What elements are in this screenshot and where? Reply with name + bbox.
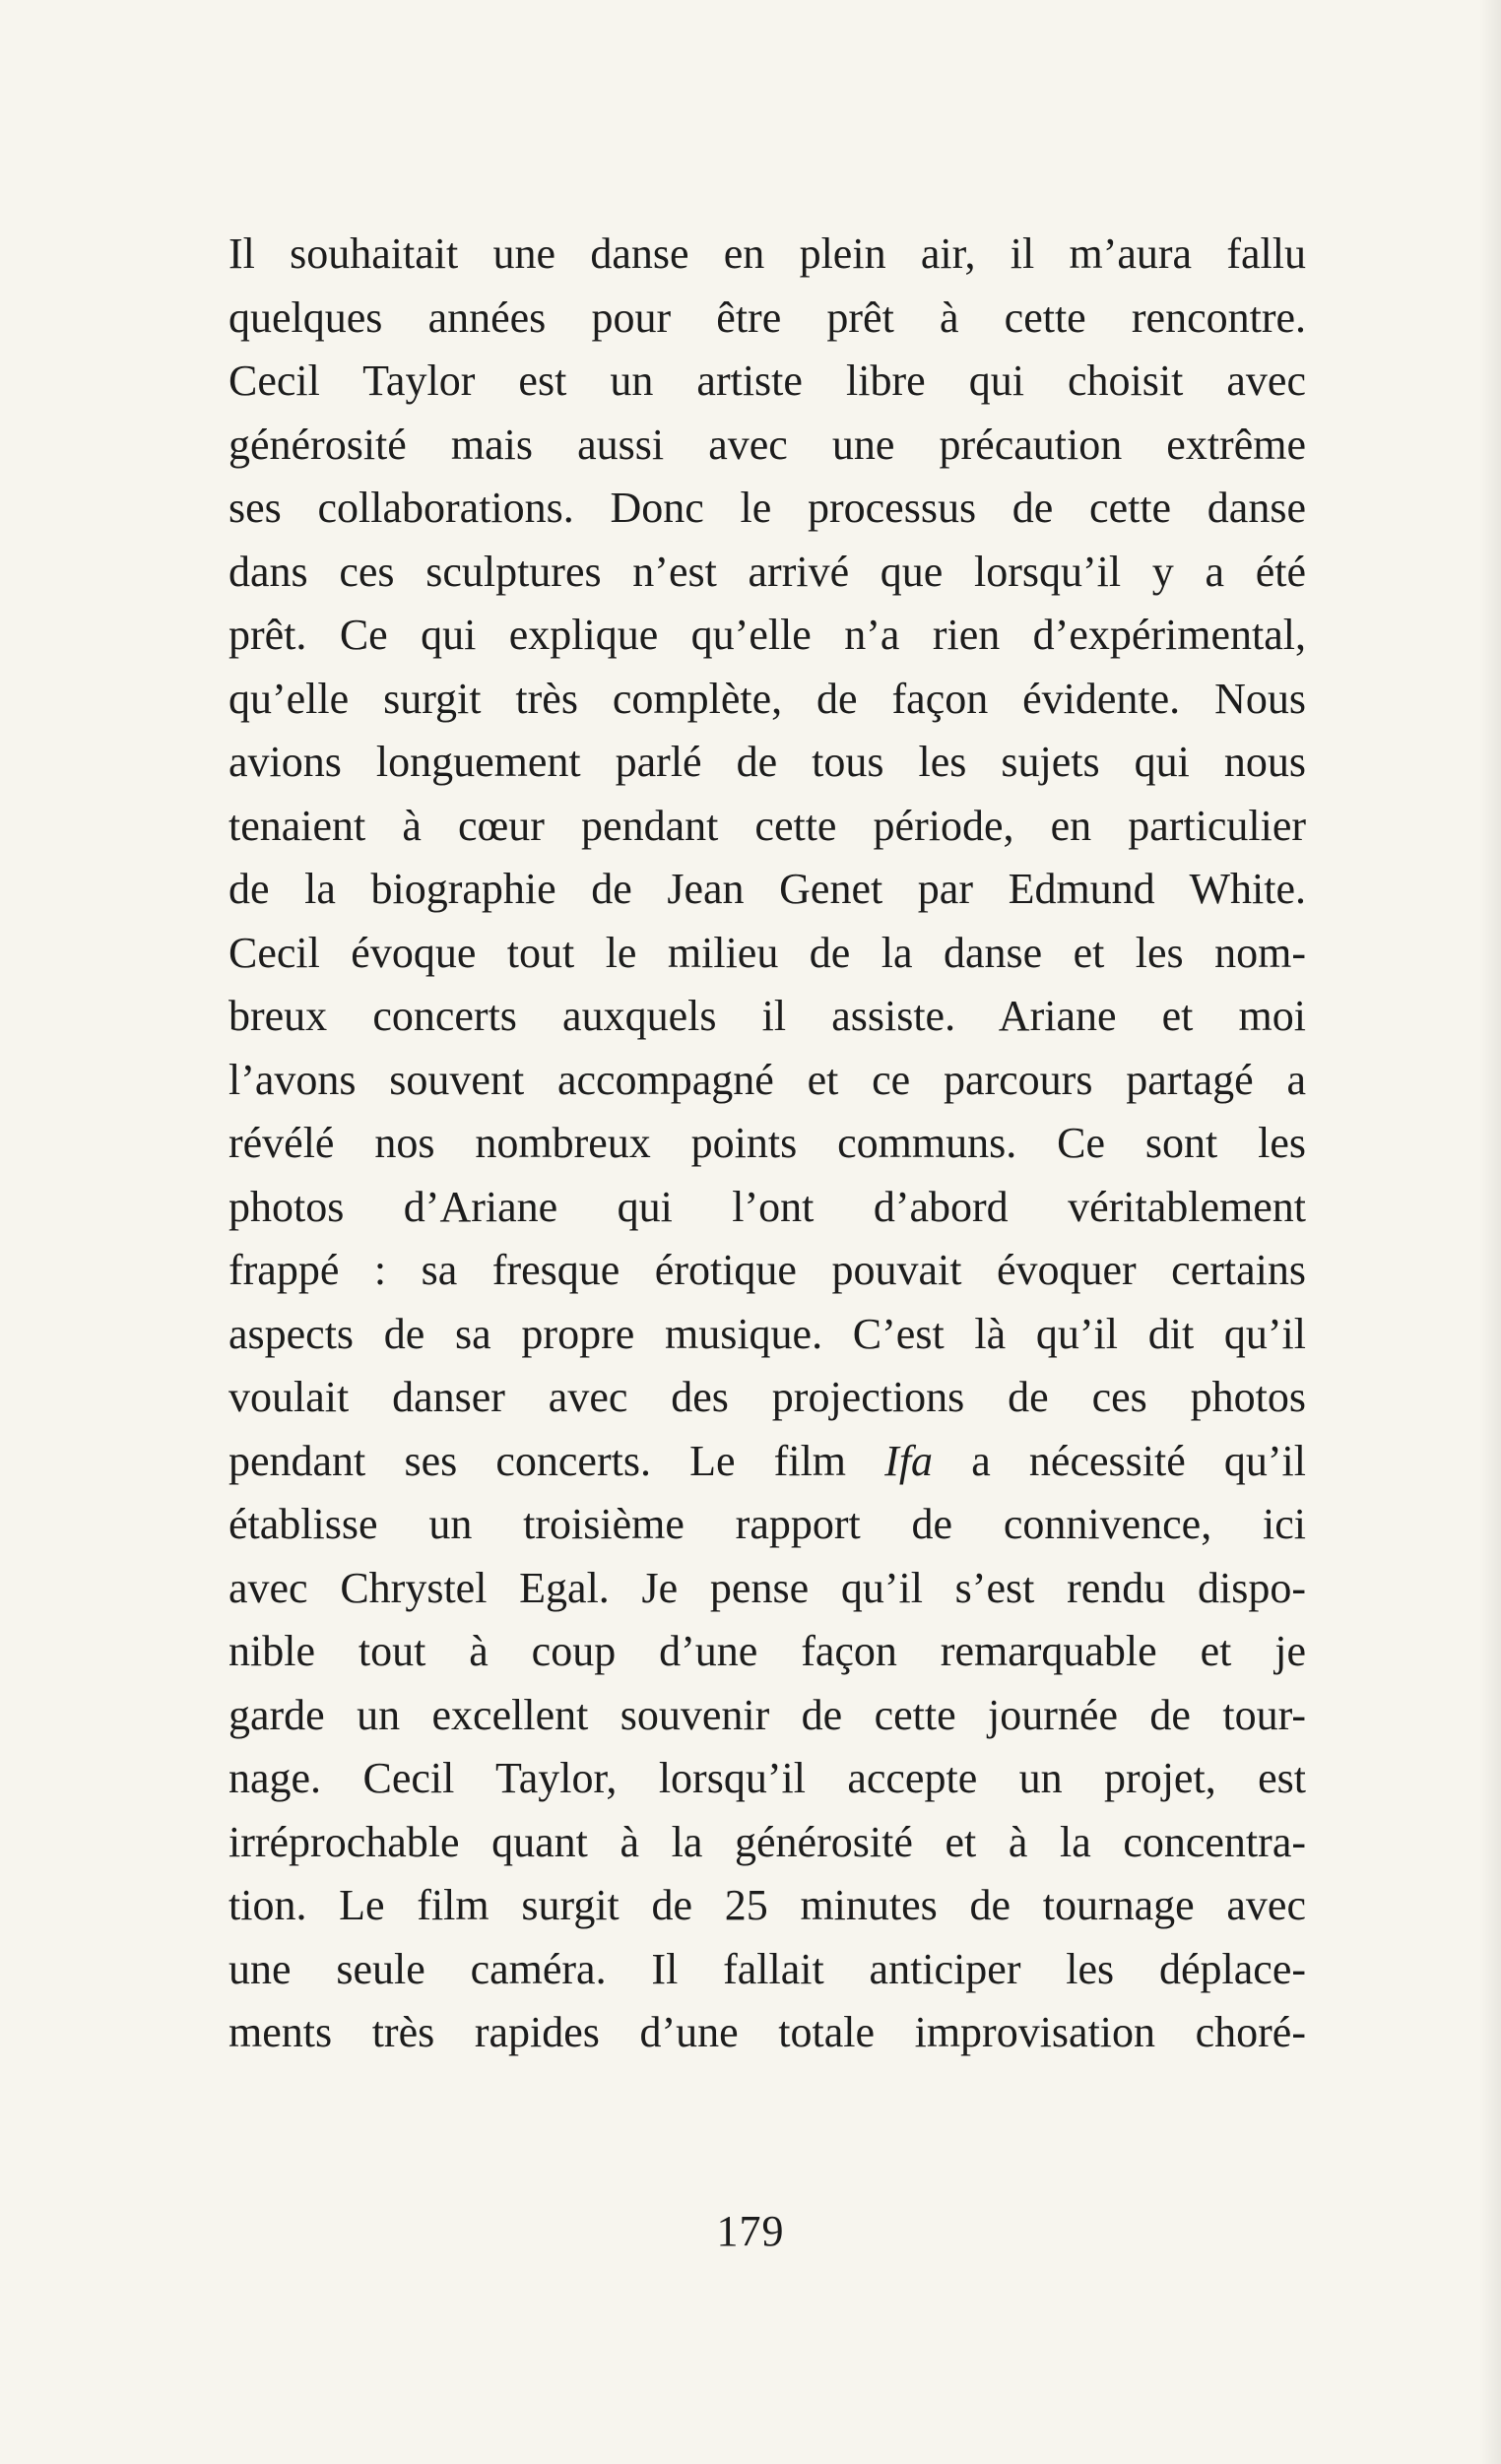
text-line: tenaient à cœur pendant cette période, en particulier <box>228 801 1306 850</box>
text-line: photos d’Ariane qui l’ont d’abord véritablement <box>228 1182 1306 1231</box>
text-line: l’avons souvent accompagné et ce parcours partagé a <box>228 1055 1306 1104</box>
text-line: dans ces sculptures n’est arrivé que lorsqu’il y a été <box>228 547 1306 596</box>
text-line: générosité mais aussi avec une précaution extrême <box>228 420 1306 469</box>
text-line: voulait danser avec des projections de ces photos <box>228 1373 1306 1421</box>
text-line: tion. Le film surgit de 25 minutes de tournage avec <box>228 1881 1306 1929</box>
body-text <box>228 223 1306 2065</box>
text-line: de la biographie de Jean Genet par Edmund White. <box>228 865 1306 913</box>
text-line: qu’elle surgit très complète, de façon évidente. Nous <box>228 674 1306 723</box>
text-line: une seule caméra. Il fallait anticiper les déplace- <box>228 1944 1306 1993</box>
text-line-segment: a nécessité qu’il <box>933 1436 1306 1485</box>
text-line: nage. Cecil Taylor, lorsqu’il accepte un projet, est <box>228 1754 1306 1802</box>
page-number: 179 <box>716 2207 785 2255</box>
text-line: prêt. Ce qui explique qu’elle n’a rien d’expérimental, <box>228 611 1306 659</box>
text-line: avions longuement parlé de tous les sujets qui nous <box>228 738 1306 786</box>
text-line: aspects de sa propre musique. C’est là qu’il dit qu’il <box>228 1309 1306 1358</box>
text-line: révélé nos nombreux points communs. Ce sont les <box>228 1119 1306 1167</box>
text-line: garde un excellent souvenir de cette journée de tour- <box>228 1690 1306 1739</box>
text-line-segment: pendant ses concerts. Le film <box>228 1436 885 1485</box>
text-line: Cecil Taylor est un artiste libre qui choisit avec <box>228 357 1306 405</box>
text-line: breux concerts auxquels il assiste. Ariane et moi <box>228 992 1306 1040</box>
page-edge-shadow <box>1479 0 1501 2464</box>
text-line: frappé : sa fresque érotique pouvait évoquer certains <box>228 1246 1306 1294</box>
text-line: avec Chrystel Egal. Je pense qu’il s’est rendu dispo- <box>228 1563 1306 1612</box>
text-line: ses collaborations. Donc le processus de cette danse <box>228 484 1306 532</box>
text-line: Cecil évoque tout le milieu de la danse et les nom- <box>228 928 1306 977</box>
film-title: Ifa <box>884 1436 934 1485</box>
text-line-with-film-title <box>228 1430 1306 1494</box>
text-line: Il souhaitait une danse en plein air, il m’aura fallu <box>228 229 1306 278</box>
text-line: établisse un troisième rapport de connivence, ici <box>228 1500 1306 1548</box>
text-line: irréprochable quant à la générosité et à la concentra- <box>228 1817 1306 1866</box>
text-line: ments très rapides d’une totale improvisation choré- <box>228 2008 1306 2056</box>
text-line: nible tout à coup d’une façon remarquable et je <box>228 1627 1306 1675</box>
text-line: quelques années pour être prêt à cette rencontre. <box>228 292 1306 342</box>
